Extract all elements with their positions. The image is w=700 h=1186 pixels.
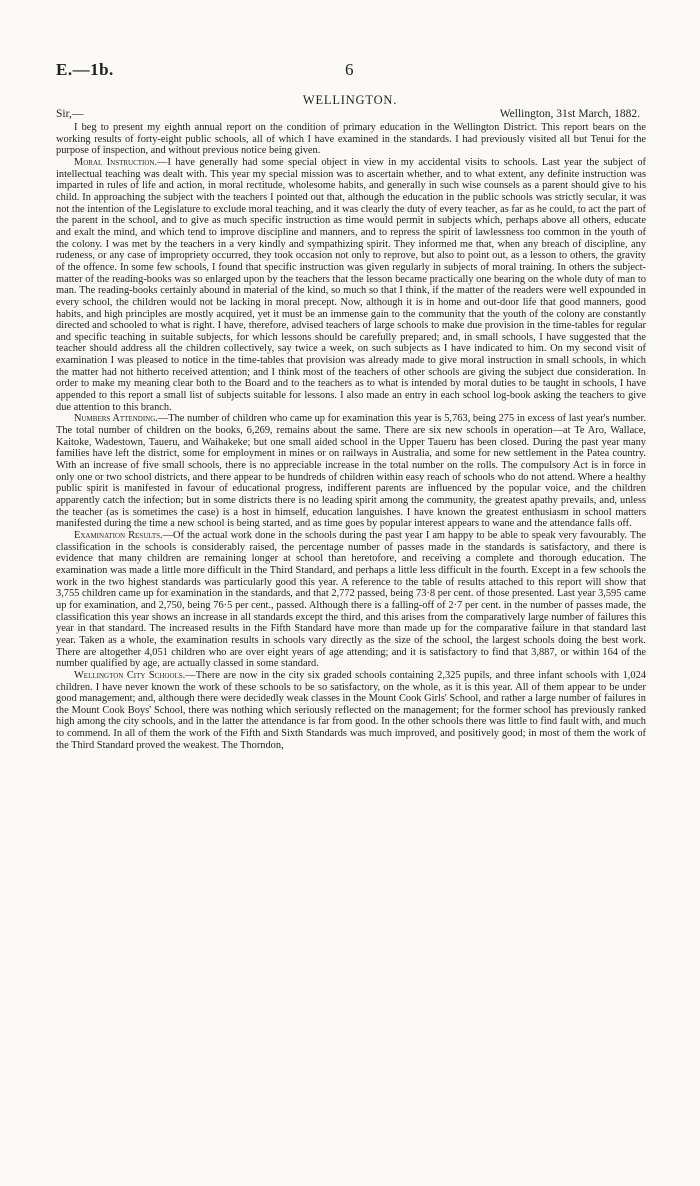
paragraph-heading: Examination Results. bbox=[74, 529, 163, 541]
paragraph-wellington-city-schools bbox=[56, 670, 646, 752]
page-number: 6 bbox=[345, 60, 354, 79]
paragraph-examination-results bbox=[56, 530, 646, 670]
paragraph-text: —I have generally had some special object in view in my accidental visits to schools. Last year the subject of intellectual teaching was dealt with. This year my special mission was to ascertain whether, and to what extent, any definite instruction was imparted in rules of life and action, in moral rectitude, wholesome habits, and generally in such wise counsels as a parent should give to his child. In approaching the subject with the teachers I pointed out that, although the education in the public schools was strictly secular, it was not the intention of the Legislature to exclude moral teaching, and it was clearly the duty of every teacher, as far as he could, to act the part of the parent in the school, and to give as much specific instruction as time would permit in subjects which, perhaps above all others, educate and exalt the mind, and which tend to improve discipline and manners, and to repress the spirit of lawlessness too common in the youth of the colony. I was met by the teachers in a very kindly and sympathizing spirit. They informed me that, when any breach of discipline, any rudeness, or any case of impropriety occurred, they took occasion not only to reprove, but also to point out, as a lesson to others, the gravity of the offence. In some few schools, I found that specific instruction was given regularly in subjects of moral training. In others the subject-matter of the reading-books was so enlarged upon by the teachers that the lesson became practically one bearing on the whole duty of man to man. The reading-books certainly abound in material of the kind, so much so that I think, if the matter of the readers were well expounded in every school, the children would not be lacking in moral precept. Now, although it is in home and out-door life that good manners, good habits, and high principles are mostly acquired, yet it must be an immense gain to the community that the youth of the colony are constantly directed and schooled to what is right. I have, therefore, advised teachers of large schools to make due provision in the time-tables for regular and specific teaching in suitable subjects, for which lessons should be carefully prepared; and, in small schools, I have suggested that the teacher should address all the children collectively, say twice a week, on such subjects as I have indicated to him. On my second visit of examination I was pleased to notice in the time-tables that provision was already made to give moral instruction in small schools, in which the matter had not hitherto received attention; and I think most of the teachers of other schools are giving the subject due consideration. In order to make my meaning clear both to the Board and to the teachers as to what is intended by moral duties to be taught in schools, I have appended to this report a small list of subjects suitable for lessons. I also made an entry in each school log-book asking the teachers to give due attention to this branch. bbox=[56, 156, 646, 413]
paragraph-text: I beg to present my eighth annual report on the condition of primary education in the Wellington District. This report bears on the working results of forty-eight public schools, all of which I have examined in the standards. I had previously visited all but Tenui for the purpose of inspection, and without previous notice being given. bbox=[56, 122, 646, 157]
report-body bbox=[56, 122, 646, 751]
paragraph-heading: Numbers Attending. bbox=[74, 413, 158, 425]
paragraph-heading: Moral Instruction. bbox=[74, 156, 158, 168]
paragraph-text: —Of the actual work done in the schools during the past year I am happy to be able to speak very favourably. The classification in the schools is considerably raised, the percentage number of passes made in the standards is satisfactory, and there is evidence that many children are remaining longer at school than heretofore, and receiving a complete and thorough education. The examination was made a little more difficult in the Third Standard, and perhaps a little less difficult in the fourth. Except in a few schools the work in the two highest standards was particularly good this year. A reference to the table of results attached to this report will show that 3,755 children came up for examination in the standards, and that 2,772 passed, being 73·8 per cent. of those presented. Last year 3,595 came up for examination, and 2,750, being 76·5 per cent., passed. Although there is a falling-off of 2·7 per cent. in the number of passes made, the classification this year shows an increase in all standards except the third, and this arises from the comparatively large number of failures this year in that standard. The increased results in the Fifth Standard have more than made up for the comparative failure in that standard last year. Taken as a whole, the examination results in schools vary directly as the size of the school, the largest schools doing the best work. There are altogether 4,051 children who are over eight years of age attending; and it is satisfactory to find that 3,887, or within 164 of the number qualified by age, are actually classed in some standard. bbox=[56, 529, 646, 670]
salutation: Sir,— bbox=[56, 108, 84, 120]
paragraph-intro bbox=[56, 122, 646, 157]
paragraph-moral-instruction bbox=[56, 157, 646, 413]
paragraph-numbers-attending bbox=[56, 413, 646, 530]
report-reference: E.—1b. bbox=[56, 60, 114, 79]
section-title: WELLINGTON. bbox=[302, 93, 398, 107]
paragraph-heading: Wellington City Schools. bbox=[74, 669, 186, 681]
place-date: Wellington, 31st March, 1882. bbox=[499, 108, 640, 120]
paragraph-text: —There are now in the city six graded schools containing 2,325 pupils, and three infant schools with 1,024 children. I have never known the work of these schools to be so satisfactory, on the whole, as it is this year. All of them appear to be under good management; and, although there were decidedly weak classes in the Mount Cook Girls' School, and rather a large number of failures in the Mount Cook Boys' School, there was nothing which seriously reflected on the management; for the former school has previously ranked high among the city schools, and in the latter the attendance is far from good. In the other schools there was little to find fault with, and much to commend. In all of them the work of the Fifth and Sixth Standards was much improved, and positively good; in most of them the work of the Third Standard proved the weakest. The Thorndon, bbox=[56, 669, 646, 751]
paragraph-text: —The number of children who came up for examination this year is 5,763, being 275 in excess of last year's number. The total number of children on the books, 6,269, remains about the same. There are six new schools in operation—at Te Aro, Wallace, Kaitoke, Wadestown, Taueru, and Waihakeke; but one small aided school in the Upper Taueru has been closed. During the past year many families have left the district, some for employment in mines or on railways in Australia, and some for new settlement in the Patea country. With an increase of five small schools, there is no appreciable increase in the total number on the rolls. The compulsory Act is in force in only one or two school districts, and there appear to be hundreds of children within easy reach of schools who do not attend. Where a healthy public spirit is manifested in favour of educational progress, indifferent parents are influenced by the popular voice, and the children apparently catch the infection; but in some districts there is no leading spirit among the community, the greatest apathy prevails, and, unless the teacher (as is sometimes the case) is a host in himself, education languishes. I have known the greatest enthusiasm in school matters manifested during the time a new school is being started, and as time goes by popular interest appears to wane and the attendance falls off. bbox=[56, 413, 646, 530]
